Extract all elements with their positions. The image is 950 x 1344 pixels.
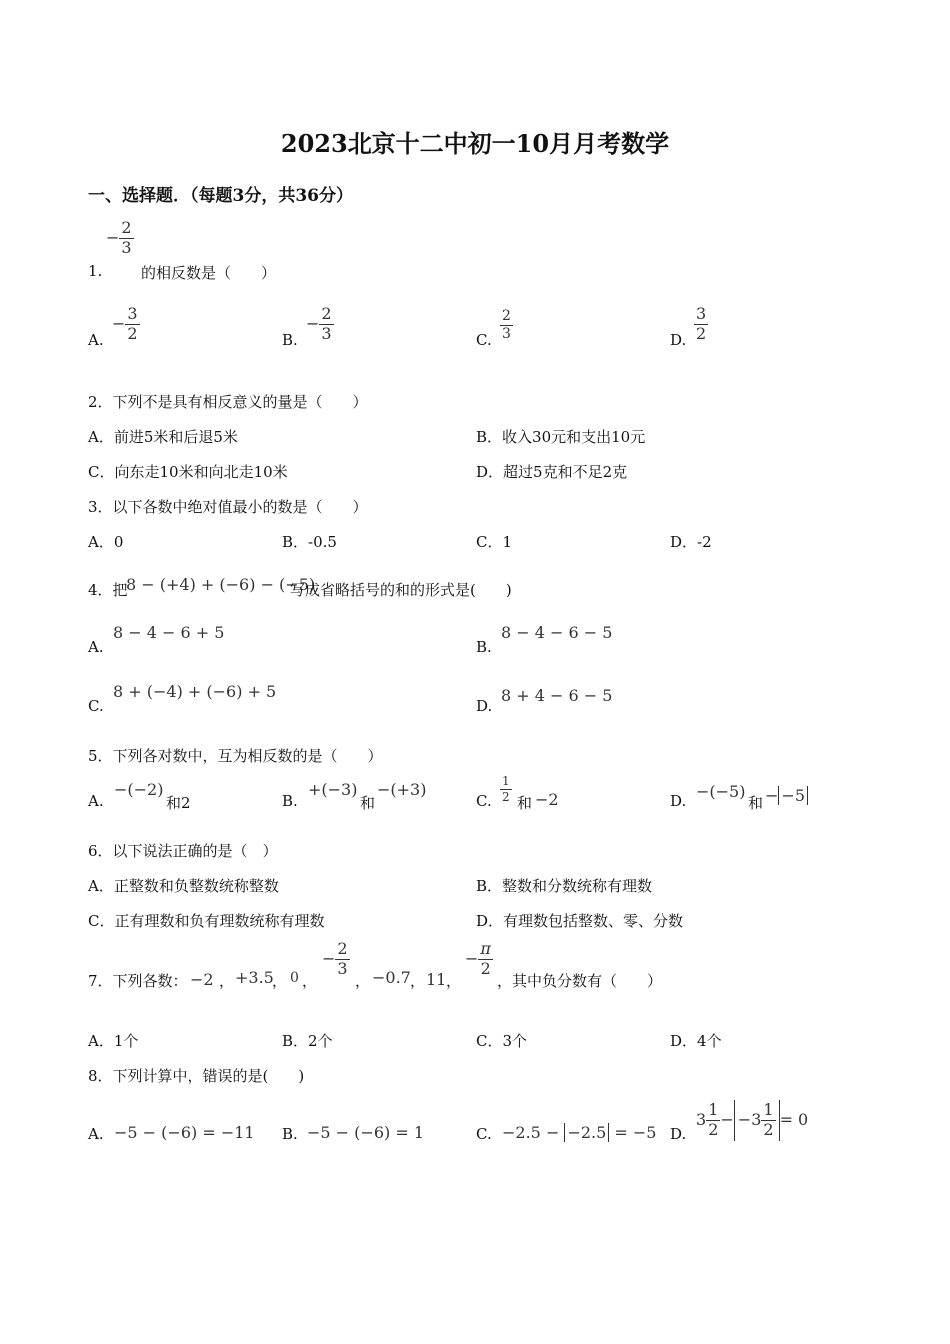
q1-text: 的相反数是（ ） [141,264,277,282]
expression-part: = 0 [779,1109,809,1129]
q2-option-a: A．前进5米和后退5米 [88,428,238,446]
q3-text: 3．以下各数中绝对值最小的数是（ ） [88,498,368,516]
minus-sign: − [465,948,479,968]
numerator: 3 [696,304,707,323]
numerator: 2 [502,308,511,324]
q6-text: 6．以下说法正确的是（ ） [88,842,278,860]
q7-number-4 [322,941,350,978]
q7-option-d: D．4个 [670,1032,722,1050]
q7-number-6: 11 [426,970,447,989]
denominator: 3 [321,323,332,343]
q4-option-d-value: 8 + 4 − 6 − 5 [501,686,613,705]
q4-option-c-value: 8 + (−4) + (−6) + 5 [113,682,277,701]
q8-option-c-value [502,1123,656,1142]
absolute-value: −5 [778,786,808,805]
q1-option-a-value [112,306,140,343]
q7-separator: ， [219,972,235,990]
denominator: 2 [480,958,491,978]
q8-option-a-label: A. [88,1125,104,1143]
absolute-value: −2.5 [564,1123,609,1142]
q5-option-c-label: C. [476,792,492,810]
q1-option-c-value [500,309,513,341]
q3-option-b: B．-0.5 [282,533,337,551]
numerator: 2 [321,304,332,323]
minus-sign: − [106,227,120,247]
q7-text-start: 7．下列各数： [88,972,188,990]
q2-option-c: C．向东走10米和向北走10米 [88,463,288,481]
q7-option-b: B．2个 [282,1032,333,1050]
q7-number-5: −0.7 [372,968,411,987]
q5-option-c-value: −2 [535,790,559,809]
q4-expression: 8 − (+4) + (−6) − (−5) [126,575,316,594]
q5-option-d-mid: 和 [748,794,764,812]
numerator: 1 [502,774,510,788]
page-title: 2023北京十二中初一10月月考数学 [280,129,670,158]
numerator: 1 [708,1100,719,1119]
numerator: 1 [763,1100,774,1119]
numerator: 2 [337,939,348,958]
q4-option-b-value: 8 − 4 − 6 − 5 [501,623,613,642]
denominator: 2 [696,323,707,343]
q5-option-b-value-1: +(−3) [308,780,358,799]
q5-option-d-label: D. [670,792,687,810]
q3-option-a: A．0 [88,533,124,551]
q7-separator: ， [446,972,462,990]
q5-option-d-value-2 [765,786,808,805]
minus-sign: − [322,948,336,968]
q5-option-c-fraction [500,775,512,803]
q5-option-b-value-2: −(+3) [377,780,427,799]
denominator: 3 [502,325,511,342]
q5-option-a-label: A. [88,792,104,810]
q1-number: 1. [88,262,103,280]
q2-text: 2．下列不是具有相反意义的量是（ ） [88,393,368,411]
denominator: 2 [502,789,510,804]
minus-sign: − [720,1109,734,1129]
q8-option-d-value [696,1100,808,1141]
absolute-value [734,1100,780,1141]
numerator: 3 [127,304,138,323]
q8-text: 8．下列计算中，错误的是( ) [88,1067,305,1085]
q1-option-b-label: B. [282,331,298,349]
q6-option-c: C．正有理数和负有理数统称有理数 [88,912,325,930]
expression-part: −2.5 − [502,1123,560,1142]
q5-option-c-tail: 和 [517,794,533,812]
q7-separator: ， [272,972,288,990]
q4-option-b-label: B. [476,638,492,656]
q1-option-a-label: A. [88,331,104,349]
expression-part: = −5 [614,1123,657,1142]
q5-option-b-label: B. [282,792,298,810]
minus-sign: − [765,786,779,805]
q6-option-a: A．正整数和负整数统称整数 [88,877,279,895]
q4-option-c-label: C. [88,697,104,715]
whole-part: −3 [737,1109,762,1129]
q6-option-d: D．有理数包括整数、零、分数 [476,912,684,930]
q5-option-d-value-1: −(−5) [696,782,746,801]
q4-text-start: 4．把 [88,581,128,599]
q6-option-b: B．整数和分数统称有理数 [476,877,653,895]
q2-option-b: B．收入30元和支出10元 [476,428,646,446]
q4-option-a-value: 8 − 4 − 6 + 5 [113,623,225,642]
q7-number-1: −2 [190,970,214,989]
q1-option-d-label: D. [670,331,687,349]
q8-option-d-label: D. [670,1125,687,1143]
q4-text-end: 写成省略括号的和的形式是( ) [290,581,512,599]
q4-option-a-label: A. [88,638,104,656]
q7-separator: ， [302,972,318,990]
q5-option-b-mid: 和 [360,794,376,812]
q1-option-b-value [306,306,334,343]
q8-option-c-label: C. [476,1125,492,1143]
q8-option-a-value: −5 − (−6) = −11 [114,1123,255,1142]
q7-option-a: A．1个 [88,1032,139,1050]
q7-option-c: C．3个 [476,1032,528,1050]
denominator: 2 [127,323,138,343]
q7-separator: ， [410,972,426,990]
section-heading: 一、选择题．（每题3分，共36分） [88,186,353,206]
denominator: 3 [337,958,348,978]
q2-option-d: D．超过5克和不足2克 [476,463,628,481]
q3-option-c: C．1 [476,533,513,551]
minus-sign: − [306,313,320,333]
q1-option-d-value [694,306,708,343]
q1-fraction [106,220,134,257]
q3-option-d: D．-2 [670,533,712,551]
whole-part: 3 [696,1109,707,1129]
q5-option-a-tail: 和2 [166,794,191,812]
numerator: 2 [121,218,132,237]
denominator: 2 [708,1119,719,1139]
q4-option-d-label: D. [476,697,493,715]
q8-option-b-label: B. [282,1125,298,1143]
minus-sign: − [112,313,126,333]
denominator: 3 [121,237,132,257]
q7-separator: ， [355,972,371,990]
q7-number-7 [465,941,493,978]
q5-text: 5．下列各对数中，互为相反数的是（ ） [88,747,383,765]
numerator: π [480,939,491,958]
denominator: 2 [763,1119,774,1139]
q7-number-2: +3.5 [235,968,274,987]
q5-option-a-value: −(−2) [114,780,164,799]
q8-option-b-value: −5 − (−6) = 1 [307,1123,424,1142]
q7-number-3: 0 [290,970,299,986]
q7-text-end: ，其中负分数有（ ） [497,972,663,990]
q1-option-c-label: C. [476,331,492,349]
